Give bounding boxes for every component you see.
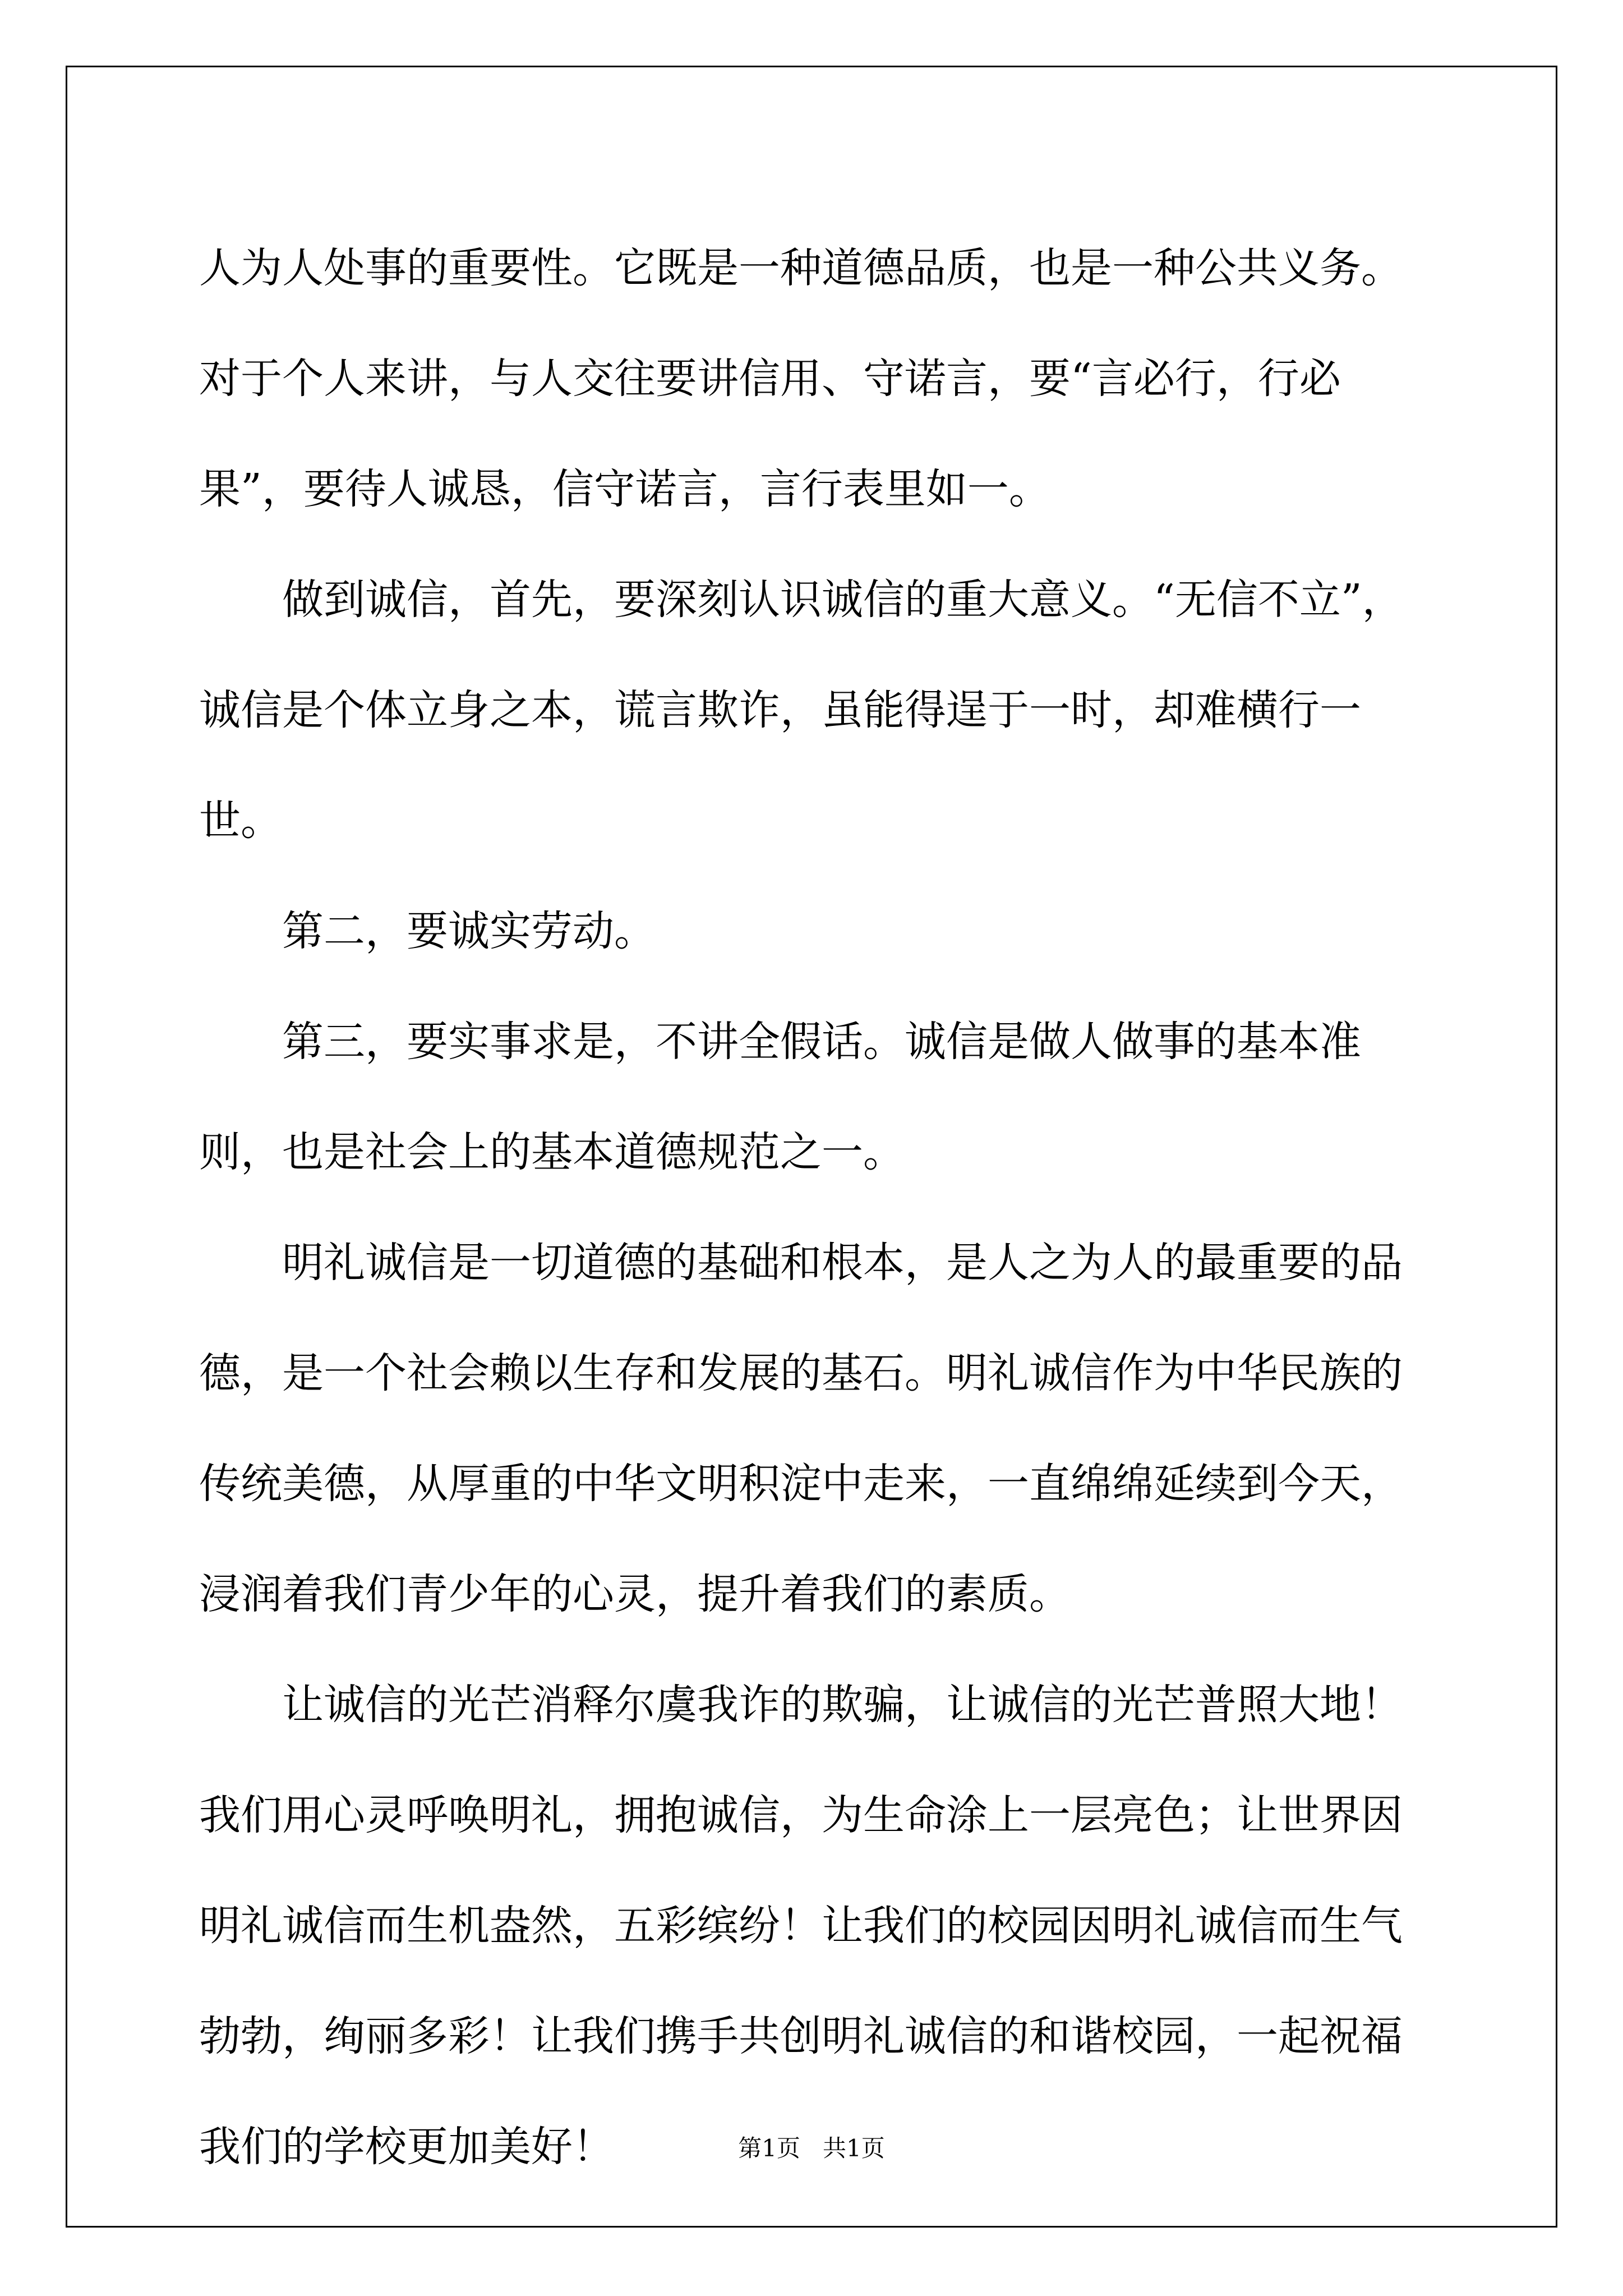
paragraph: 让诚信的光芒消释尔虞我诈的欺骗，让诚信的光芒普照大地！我们用心灵呼唤明礼，拥抱诚信，为生命涂上一层亮色；让世界因明礼诚信而生机盎然，五彩缤纷！让我们的校园因明礼诚信而生气勃勃，绚丽多彩！让我们携手共创明礼诚信的和谐校园，一起祝福我们的学校更加美好！ — [199, 1681, 1403, 2171]
document-body — [199, 213, 1422, 2202]
page-number-footer: 第1页 共1页 — [738, 2134, 885, 2162]
paragraph: 明礼诚信是一切道德的基础和根本，是人之为人的最重要的品德，是一个社会赖以生存和发展的基石。明礼诚信作为中华民族的传统美德，从厚重的中华文明积淀中走来，一直绵绵延续到今天，浸润着我们青少年的心灵，提升着我们的素质。 — [199, 1239, 1403, 1618]
paragraph: 第三，要实事求是，不讲全假话。诚信是做人做事的基本准则，也是社会上的基本道德规范之一。 — [199, 1018, 1361, 1176]
paragraph: 第二，要诚实劳动。 — [282, 907, 656, 955]
paragraph: 人为人处事的重要性。它既是一种道德品质，也是一种公共义务。对于个人来讲，与人交往要讲信用、守诺言，要“言必行，行必果”，要待人诚恳，信守诺言，言行表里如一。 — [199, 244, 1403, 513]
paragraph: 做到诚信，首先，要深刻认识诚信的重大意义。“无信不立”，诚信是个体立身之本，谎言欺诈，虽能得逞于一时，却难横行一世。 — [199, 576, 1404, 845]
